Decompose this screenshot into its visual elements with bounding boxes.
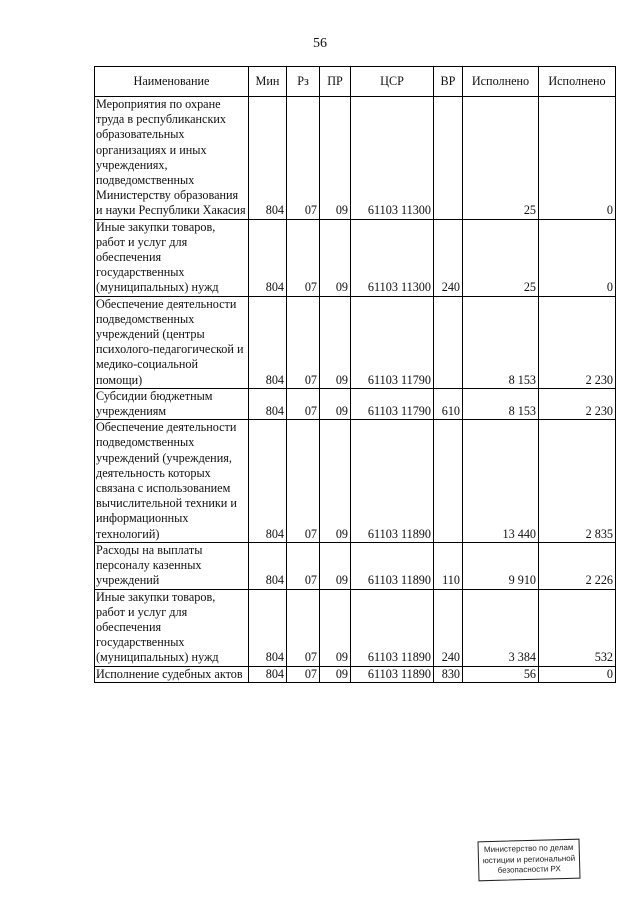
cell-csr: 61103 11890 xyxy=(351,589,434,666)
cell-ispolneno-1: 25 xyxy=(463,97,539,220)
cell-pr: 09 xyxy=(320,542,351,589)
table-row xyxy=(95,420,616,543)
cell-ispolneno-1: 25 xyxy=(463,219,539,296)
stamp-line: безопасности РХ xyxy=(497,864,561,875)
cell-rz: 07 xyxy=(287,388,320,419)
cell-min: 804 xyxy=(249,589,287,666)
ministry-stamp xyxy=(477,839,580,882)
cell-ispolneno-2: 0 xyxy=(539,666,616,682)
cell-vr xyxy=(434,420,463,543)
cell-pr: 09 xyxy=(320,666,351,682)
cell-min: 804 xyxy=(249,388,287,419)
cell-rz: 07 xyxy=(287,296,320,388)
cell-name: Мероприятия по охране труда в республиканских образовательных организациях и иных учреждениях, подведомственных Министерству образования и науки Республики Хакасия xyxy=(95,97,249,220)
cell-pr: 09 xyxy=(320,589,351,666)
table-row xyxy=(95,542,616,589)
cell-vr: 610 xyxy=(434,388,463,419)
cell-ispolneno-2: 0 xyxy=(539,219,616,296)
budget-table xyxy=(94,66,616,683)
cell-csr: 61103 11890 xyxy=(351,542,434,589)
column-header-csr: ЦСР xyxy=(351,67,434,97)
cell-name: Иные закупки товаров, работ и услуг для обеспечения государственных (муниципальных) нужд xyxy=(95,219,249,296)
table-row xyxy=(95,589,616,666)
cell-ispolneno-2: 2 230 xyxy=(539,296,616,388)
table-row xyxy=(95,388,616,419)
table-row xyxy=(95,666,616,682)
cell-pr: 09 xyxy=(320,420,351,543)
cell-min: 804 xyxy=(249,666,287,682)
cell-vr: 240 xyxy=(434,589,463,666)
cell-ispolneno-2: 2 230 xyxy=(539,388,616,419)
cell-vr: 240 xyxy=(434,219,463,296)
cell-vr: 110 xyxy=(434,542,463,589)
cell-min: 804 xyxy=(249,296,287,388)
table-header-row xyxy=(95,67,616,97)
cell-name: Обеспечение деятельности подведомственных учреждений (учреждения, деятельность которых связана с использованием вычислительной техники и информационных технологий) xyxy=(95,420,249,543)
cell-rz: 07 xyxy=(287,219,320,296)
cell-ispolneno-2: 2 835 xyxy=(539,420,616,543)
cell-ispolneno-1: 56 xyxy=(463,666,539,682)
cell-csr: 61103 11300 xyxy=(351,97,434,220)
cell-rz: 07 xyxy=(287,97,320,220)
cell-vr xyxy=(434,97,463,220)
cell-csr: 61103 11790 xyxy=(351,296,434,388)
cell-name: Обеспечение деятельности подведомственных учреждений (центры психолого-педагогической и медико-социальной помощи) xyxy=(95,296,249,388)
column-header-ispolneno-1: Исполнено xyxy=(463,67,539,97)
cell-name: Субсидии бюджетным учреждениям xyxy=(95,388,249,419)
cell-ispolneno-1: 8 153 xyxy=(463,296,539,388)
cell-pr: 09 xyxy=(320,97,351,220)
cell-min: 804 xyxy=(249,219,287,296)
cell-name: Расходы на выплаты персоналу казенных учреждений xyxy=(95,542,249,589)
cell-ispolneno-1: 3 384 xyxy=(463,589,539,666)
cell-rz: 07 xyxy=(287,589,320,666)
cell-ispolneno-2: 2 226 xyxy=(539,542,616,589)
page-number: 56 xyxy=(313,36,327,51)
cell-pr: 09 xyxy=(320,388,351,419)
stamp-line: юстиции и региональной xyxy=(482,853,576,865)
cell-min: 804 xyxy=(249,542,287,589)
cell-ispolneno-2: 0 xyxy=(539,97,616,220)
cell-min: 804 xyxy=(249,420,287,543)
cell-rz: 07 xyxy=(287,542,320,589)
cell-name: Исполнение судебных актов xyxy=(95,666,249,682)
cell-min: 804 xyxy=(249,97,287,220)
cell-rz: 07 xyxy=(287,666,320,682)
table-row xyxy=(95,296,616,388)
cell-ispolneno-1: 8 153 xyxy=(463,388,539,419)
cell-pr: 09 xyxy=(320,219,351,296)
cell-name: Иные закупки товаров, работ и услуг для обеспечения государственных (муниципальных) нужд xyxy=(95,589,249,666)
table-row xyxy=(95,97,616,220)
column-header-ispolneno-2: Исполнено xyxy=(539,67,616,97)
table-row xyxy=(95,219,616,296)
cell-ispolneno-1: 13 440 xyxy=(463,420,539,543)
cell-csr: 61103 11890 xyxy=(351,420,434,543)
cell-vr xyxy=(434,296,463,388)
cell-vr: 830 xyxy=(434,666,463,682)
cell-ispolneno-2: 532 xyxy=(539,589,616,666)
column-header-rz: Рз xyxy=(287,67,320,97)
cell-csr: 61103 11790 xyxy=(351,388,434,419)
cell-csr: 61103 11890 xyxy=(351,666,434,682)
cell-rz: 07 xyxy=(287,420,320,543)
column-header-pr: ПР xyxy=(320,67,351,97)
column-header-name: Наименование xyxy=(95,67,249,97)
column-header-min: Мин xyxy=(249,67,287,97)
stamp-line: Министерство по делам xyxy=(483,842,574,855)
cell-pr: 09 xyxy=(320,296,351,388)
cell-ispolneno-1: 9 910 xyxy=(463,542,539,589)
column-header-vr: ВР xyxy=(434,67,463,97)
cell-csr: 61103 11300 xyxy=(351,219,434,296)
